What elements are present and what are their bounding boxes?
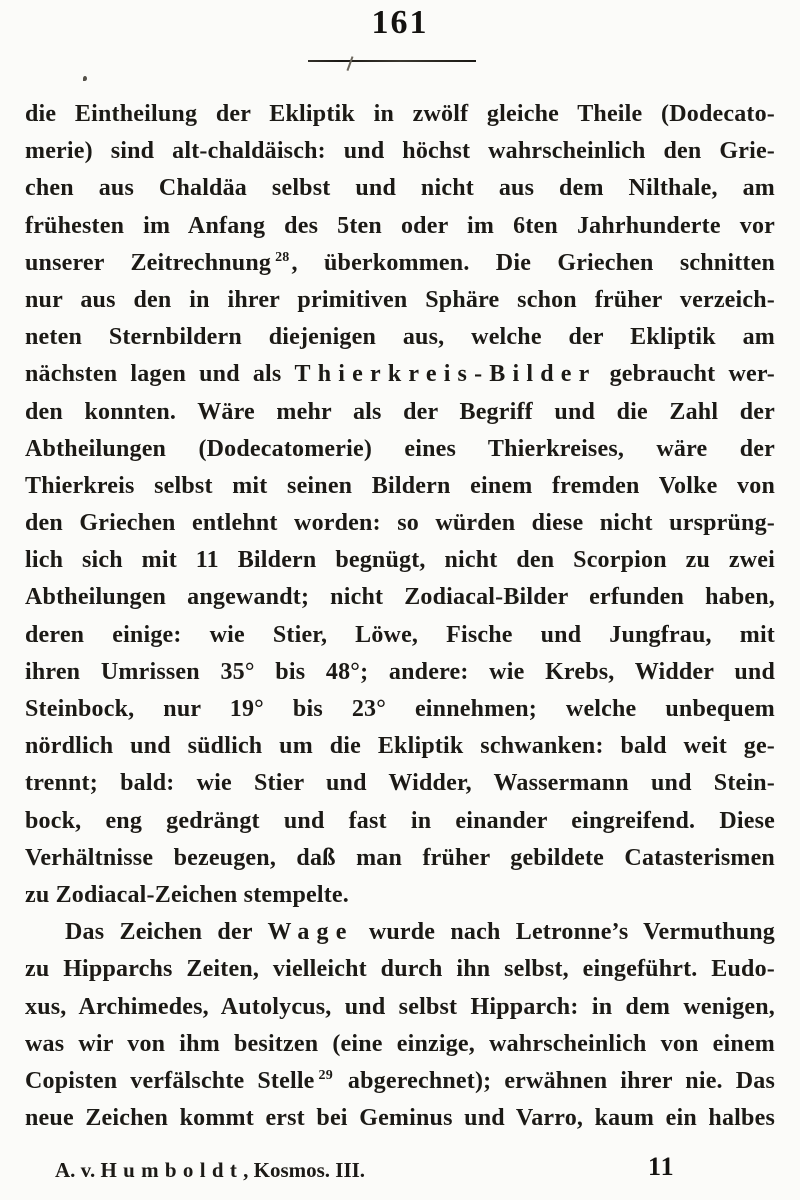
text-segment: deren einige: wie Stier, Löwe, Fische und Jungfrau, mit — [25, 621, 775, 648]
text-line — [25, 989, 775, 1026]
text-line — [25, 951, 775, 988]
text-line — [25, 282, 775, 319]
text-line — [25, 245, 775, 282]
text-segment: xus, Archimedes, Autolycus, und selbst Hipparch: in dem wenigen, — [25, 993, 775, 1020]
text-segment: den konnten. Wäre mehr als der Begriff und die Zahl der — [25, 398, 775, 425]
header-rule — [308, 60, 476, 62]
page-footer — [0, 1152, 800, 1192]
running-title-post: , Kosmos. III. — [243, 1158, 366, 1182]
text-line — [25, 319, 775, 356]
text-line — [25, 1026, 775, 1063]
text-segment: nächsten lagen und als — [25, 361, 295, 388]
text-segment: zu Zodiacal-Zeichen stempelte. — [25, 881, 349, 908]
text-segment: Copisten verfälschte Stelle — [25, 1067, 315, 1094]
footnote-reference: 29 — [318, 1067, 333, 1083]
text-line — [25, 356, 775, 393]
text-segment: trennt; bald: wie Stier und Widder, Wassermann und Stein- — [25, 770, 775, 797]
text-line — [25, 654, 775, 691]
text-line — [25, 542, 775, 579]
text-line — [25, 691, 775, 728]
text-segment: merie) sind alt-chaldäisch: und höchst wahrscheinlich den Grie- — [25, 138, 775, 165]
text-line — [25, 1100, 775, 1137]
running-title-pre: A. v. — [55, 1158, 101, 1182]
text-line — [25, 468, 775, 505]
text-segment: nur aus den in ihrer primitiven Sphäre schon früher verzeich- — [25, 286, 775, 313]
text-line — [25, 840, 775, 877]
text-line — [25, 208, 775, 245]
footnote-reference: 28 — [275, 249, 290, 265]
text-line — [25, 877, 775, 914]
text-segment: nördlich und südlich um die Ekliptik schwanken: bald weit ge- — [25, 733, 775, 760]
spaced-emphasis-text: Wage — [267, 919, 354, 946]
text-segment: zu Hipparchs Zeiten, vielleicht durch ihn selbst, eingeführt. Eudo- — [25, 956, 775, 983]
text-segment: Verhältnisse bezeugen, daß man früher gebildete Catasterismen — [25, 844, 775, 871]
text-line — [25, 505, 775, 542]
text-line — [25, 133, 775, 170]
page-body — [25, 96, 775, 1137]
text-segment: neue Zeichen kommt erst bei Geminus und Varro, kaum ein halbes — [25, 1105, 775, 1132]
text-segment: gebraucht wer- — [596, 361, 776, 388]
spaced-emphasis-text: Thierkreis-Bilder — [294, 361, 597, 388]
text-segment: abgerechnet); erwähnen ihrer nie. Das — [334, 1067, 775, 1094]
text-segment: Das Zeichen der — [65, 919, 268, 946]
text-line — [25, 617, 775, 654]
text-segment: ihren Umrissen 35° bis 48°; andere: wie Krebs, Widder und — [25, 658, 775, 685]
text-line — [25, 914, 775, 951]
text-line — [25, 765, 775, 802]
text-segment: wurde nach Letronne’s Vermuthung — [353, 919, 775, 946]
text-segment: lich sich mit 11 Bildern begnügt, nicht den Scorpion zu zwei — [25, 547, 775, 574]
text-segment: was wir von ihm besitzen (eine einzige, wahrscheinlich von einem — [25, 1030, 775, 1057]
text-segment: bock, eng gedrängt und fast in einander eingreifend. Diese — [25, 807, 775, 834]
text-line — [25, 728, 775, 765]
signature-number: 11 — [648, 1152, 675, 1181]
text-line — [25, 96, 775, 133]
author-name: Humboldt — [100, 1158, 244, 1182]
text-segment: , überkommen. Die Griechen schnitten — [291, 249, 775, 276]
text-segment: neten Sternbildern diejenigen aus, welche der Ekliptik am — [25, 324, 775, 351]
page-number-header: 161 — [371, 4, 429, 41]
scan-artifact-scratch — [346, 56, 353, 71]
text-line — [25, 1063, 775, 1100]
running-title — [55, 1158, 365, 1183]
text-line — [25, 579, 775, 616]
text-segment: frühesten im Anfang des 5ten oder im 6ten Jahrhunderte vor — [25, 212, 775, 239]
text-segment: unserer Zeitrechnung — [25, 249, 272, 276]
text-line — [25, 394, 775, 431]
text-segment: den Griechen entlehnt worden: so würden diese nicht ursprüng- — [25, 510, 775, 537]
text-line — [25, 170, 775, 207]
scan-artifact-speck — [83, 76, 87, 81]
text-segment: chen aus Chaldäa selbst und nicht aus dem Nilthale, am — [25, 175, 775, 202]
text-line — [25, 431, 775, 468]
text-segment: Abtheilungen (Dodecatomerie) eines Thierkreises, wäre der — [25, 435, 775, 462]
text-line — [25, 803, 775, 840]
text-segment: Steinbock, nur 19° bis 23° einnehmen; welche unbequem — [25, 696, 775, 722]
text-segment: die Eintheilung der Ekliptik in zwölf gleiche Theile (Dodecato- — [25, 101, 775, 127]
text-segment: Abtheilungen angewandt; nicht Zodiacal-Bilder erfunden haben, — [25, 584, 775, 611]
text-segment: Thierkreis selbst mit seinen Bildern einem fremden Volke von — [25, 472, 775, 499]
